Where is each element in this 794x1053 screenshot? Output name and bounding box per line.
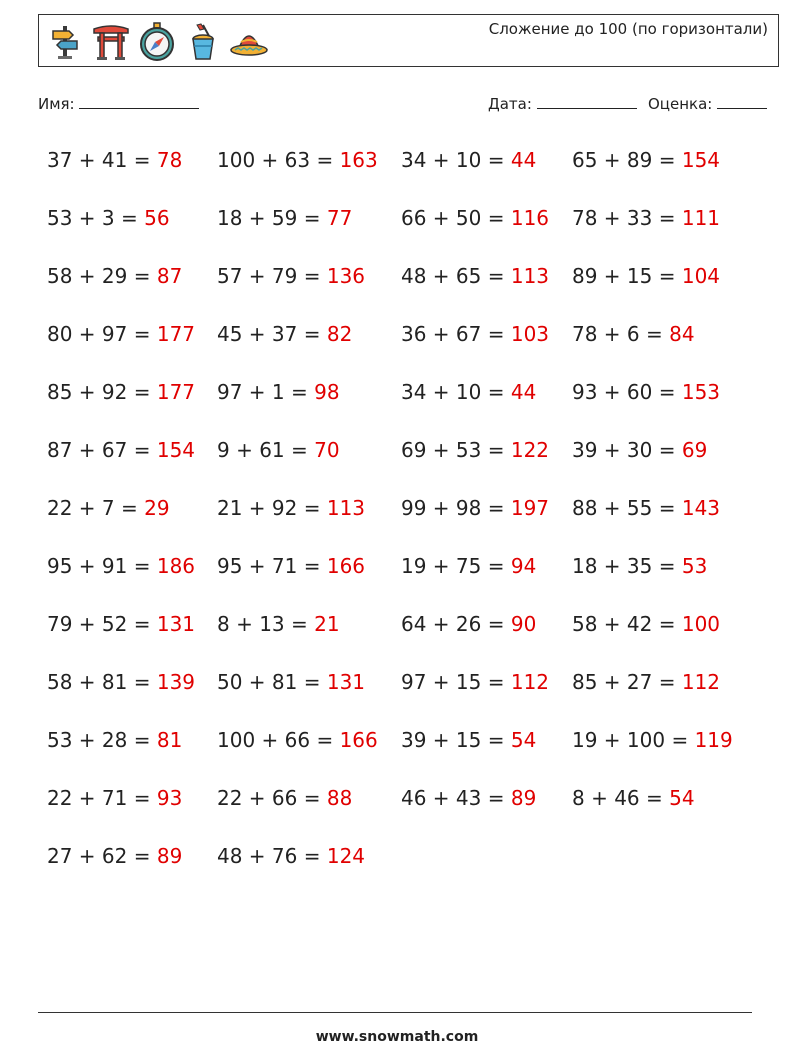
problem-question: 87 + 67 =	[47, 438, 157, 462]
problem-question: 58 + 42 =	[572, 612, 682, 636]
problem-question: 37 + 41 =	[47, 148, 157, 172]
problem-answer: 166	[326, 554, 366, 578]
problem-answer: 69	[681, 438, 708, 462]
problem-item	[47, 380, 195, 404]
problem-item	[572, 670, 720, 694]
problem-answer: 154	[681, 148, 721, 172]
problem-answer: 88	[326, 786, 353, 810]
problem-item	[401, 786, 536, 810]
problem-item	[217, 670, 365, 694]
problem-answer: 54	[669, 786, 695, 810]
problem-question: 100 + 66 =	[217, 728, 340, 752]
problem-item	[217, 380, 340, 404]
problem-answer: 131	[326, 670, 366, 694]
problem-item	[401, 148, 536, 172]
problem-answer: 87	[156, 264, 183, 288]
problem-answer: 78	[156, 148, 183, 172]
torii-gate-icon	[91, 22, 131, 62]
problem-answer: 89	[510, 786, 537, 810]
name-label: Имя:	[38, 95, 75, 113]
problem-item	[47, 264, 182, 288]
problem-answer: 54	[510, 728, 537, 752]
problem-question: 58 + 29 =	[47, 264, 157, 288]
signpost-icon	[45, 22, 85, 62]
problem-question: 50 + 81 =	[217, 670, 327, 694]
problem-item	[401, 380, 536, 404]
problem-question: 97 + 15 =	[401, 670, 511, 694]
problem-answer: 104	[681, 264, 721, 288]
problem-answer: 84	[669, 322, 695, 346]
problem-answer: 163	[339, 148, 378, 172]
problem-question: 39 + 15 =	[401, 728, 511, 752]
problem-item	[401, 728, 536, 752]
problem-item	[401, 322, 549, 346]
problem-question: 53 + 28 =	[47, 728, 157, 752]
problem-question: 21 + 92 =	[217, 496, 327, 520]
worksheet-title: Сложение до 100 (по горизонтали)	[488, 20, 768, 38]
problem-question: 100 + 63 =	[217, 148, 340, 172]
problem-question: 69 + 53 =	[401, 438, 511, 462]
problem-item	[401, 554, 536, 578]
problem-question: 48 + 76 =	[217, 844, 327, 868]
problem-answer: 119	[694, 728, 733, 752]
problem-question: 53 + 3 =	[47, 206, 145, 230]
problem-question: 78 + 33 =	[572, 206, 682, 230]
problem-question: 22 + 71 =	[47, 786, 157, 810]
problem-question: 48 + 65 =	[401, 264, 511, 288]
problem-answer: 44	[510, 380, 537, 404]
problem-answer: 113	[326, 496, 366, 520]
problem-item	[217, 322, 352, 346]
sombrero-icon	[229, 22, 269, 62]
problem-item	[47, 554, 195, 578]
problem-question: 8 + 13 =	[217, 612, 315, 636]
problem-item	[47, 148, 182, 172]
problem-answer: 186	[156, 554, 196, 578]
problem-answer: 153	[681, 380, 721, 404]
problem-answer: 77	[326, 206, 353, 230]
problem-item	[401, 612, 536, 636]
problem-answer: 197	[510, 496, 550, 520]
problem-item	[401, 438, 549, 462]
problem-answer: 116	[510, 206, 550, 230]
problem-question: 95 + 71 =	[217, 554, 327, 578]
score-label: Оценка:	[648, 95, 713, 113]
problem-answer: 136	[326, 264, 366, 288]
date-label: Дата:	[488, 95, 532, 113]
sand-bucket-icon	[183, 22, 223, 62]
name-field	[38, 94, 199, 113]
problem-item	[572, 786, 695, 810]
problem-item	[572, 496, 720, 520]
problem-item	[47, 612, 195, 636]
problem-item	[401, 670, 549, 694]
problem-item	[401, 264, 549, 288]
problem-item	[217, 844, 365, 868]
problem-answer: 89	[156, 844, 183, 868]
problem-question: 36 + 67 =	[401, 322, 511, 346]
problem-item	[217, 554, 365, 578]
problem-item	[401, 496, 549, 520]
problem-answer: 90	[510, 612, 537, 636]
problem-question: 88 + 55 =	[572, 496, 682, 520]
problem-item	[217, 148, 378, 172]
problem-question: 45 + 37 =	[217, 322, 327, 346]
compass-icon	[137, 22, 177, 62]
problem-item	[572, 206, 720, 230]
problem-question: 18 + 59 =	[217, 206, 327, 230]
problem-item	[47, 322, 195, 346]
problem-question: 58 + 81 =	[47, 670, 157, 694]
problem-item	[401, 206, 549, 230]
problem-question: 46 + 43 =	[401, 786, 511, 810]
problem-question: 34 + 10 =	[401, 380, 511, 404]
header-icons	[45, 20, 269, 64]
problem-item	[217, 786, 352, 810]
problem-question: 78 + 6 =	[572, 322, 670, 346]
problem-item	[572, 264, 720, 288]
problem-item	[217, 612, 340, 636]
problem-answer: 44	[510, 148, 537, 172]
problem-item	[572, 728, 733, 752]
problem-question: 57 + 79 =	[217, 264, 327, 288]
problem-answer: 112	[510, 670, 550, 694]
problem-item	[572, 322, 695, 346]
problem-answer: 94	[510, 554, 537, 578]
problem-item	[217, 438, 340, 462]
problem-answer: 29	[144, 496, 170, 520]
footer-website: www.snowmath.com	[315, 1029, 479, 1045]
problem-item	[47, 206, 170, 230]
problem-question: 19 + 75 =	[401, 554, 511, 578]
problem-question: 80 + 97 =	[47, 322, 157, 346]
problem-answer: 166	[339, 728, 378, 752]
problem-item	[572, 380, 720, 404]
problem-question: 85 + 27 =	[572, 670, 682, 694]
problem-answer: 177	[156, 322, 196, 346]
problem-question: 89 + 15 =	[572, 264, 682, 288]
problem-question: 8 + 46 =	[572, 786, 670, 810]
problem-answer: 93	[156, 786, 183, 810]
problem-answer: 81	[156, 728, 183, 752]
problem-answer: 56	[144, 206, 170, 230]
problem-answer: 82	[326, 322, 353, 346]
problem-question: 22 + 66 =	[217, 786, 327, 810]
problem-answer: 139	[156, 670, 196, 694]
problem-question: 97 + 1 =	[217, 380, 315, 404]
score-line	[717, 94, 767, 109]
problem-item	[572, 612, 720, 636]
date-field	[488, 94, 637, 113]
problem-question: 64 + 26 =	[401, 612, 511, 636]
problem-answer: 112	[681, 670, 721, 694]
problem-answer: 177	[156, 380, 196, 404]
worksheet-header	[38, 14, 779, 67]
problem-question: 22 + 7 =	[47, 496, 145, 520]
problem-answer: 53	[681, 554, 708, 578]
problem-question: 19 + 100 =	[572, 728, 695, 752]
problem-question: 66 + 50 =	[401, 206, 511, 230]
problem-answer: 103	[510, 322, 550, 346]
problem-question: 18 + 35 =	[572, 554, 682, 578]
problem-item	[47, 844, 182, 868]
problem-answer: 111	[681, 206, 721, 230]
problem-answer: 21	[314, 612, 340, 636]
problem-answer: 70	[314, 438, 340, 462]
problem-item	[47, 670, 195, 694]
problem-item	[572, 554, 707, 578]
problem-item	[217, 728, 378, 752]
problem-question: 27 + 62 =	[47, 844, 157, 868]
problem-question: 95 + 91 =	[47, 554, 157, 578]
problem-answer: 100	[681, 612, 721, 636]
problem-answer: 98	[314, 380, 340, 404]
score-field	[648, 94, 767, 113]
problem-answer: 124	[326, 844, 366, 868]
problem-answer: 113	[510, 264, 550, 288]
problem-item	[217, 264, 365, 288]
problem-question: 9 + 61 =	[217, 438, 315, 462]
problem-item	[217, 206, 352, 230]
name-line	[79, 94, 199, 109]
problem-item	[47, 438, 195, 462]
problem-item	[217, 496, 365, 520]
problem-item	[47, 496, 170, 520]
problem-question: 34 + 10 =	[401, 148, 511, 172]
problem-question: 85 + 92 =	[47, 380, 157, 404]
problem-item	[572, 148, 720, 172]
problem-question: 99 + 98 =	[401, 496, 511, 520]
problem-item	[47, 786, 182, 810]
problem-answer: 143	[681, 496, 721, 520]
problem-answer: 122	[510, 438, 550, 462]
problem-answer: 131	[156, 612, 196, 636]
problem-question: 79 + 52 =	[47, 612, 157, 636]
problem-question: 39 + 30 =	[572, 438, 682, 462]
problem-answer: 154	[156, 438, 196, 462]
problem-question: 65 + 89 =	[572, 148, 682, 172]
problem-item	[572, 438, 707, 462]
problem-question: 93 + 60 =	[572, 380, 682, 404]
footer-divider	[38, 1012, 752, 1013]
date-line	[537, 94, 637, 109]
problem-item	[47, 728, 182, 752]
